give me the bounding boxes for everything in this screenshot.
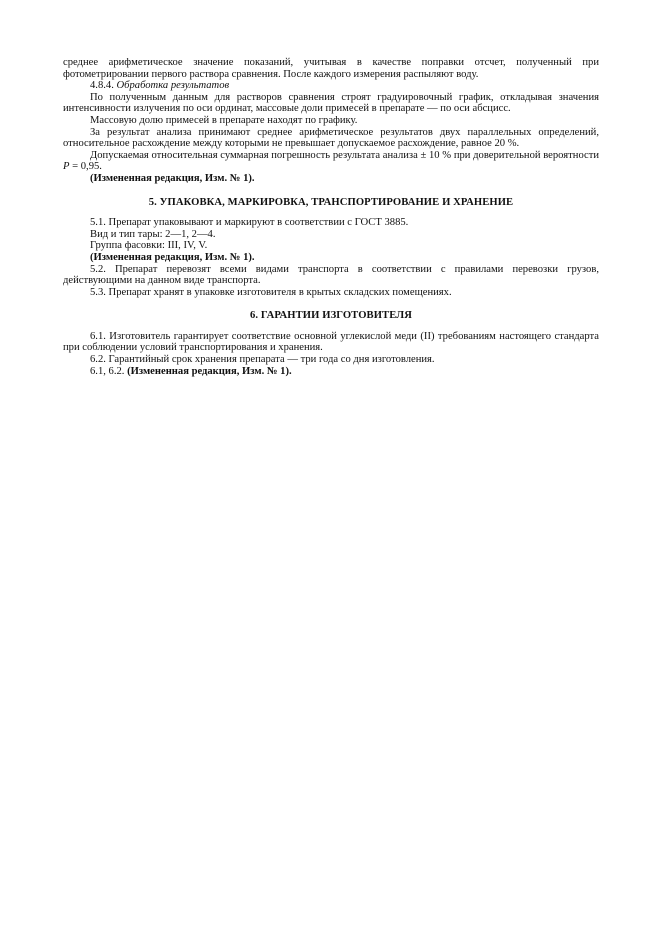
amendment-note-section4: (Измененная редакция, Изм. № 1). (90, 172, 255, 184)
paragraph-5-1: 5.1. Препарат упаковывают и маркируют в соответствии с ГОСТ 3885. (90, 217, 409, 229)
probability-variable: P (63, 161, 70, 173)
paragraph-6-1: 6.1. Изготовитель гарантирует соответствие основной углекислой меди (II) требованиям настоящего стандарта при соблюдении условий транспортирования и хранения. (63, 330, 599, 354)
paragraph-5-3: 5.3. Препарат хранят в упаковке изготовителя в крытых складских помещениях. (90, 286, 452, 298)
subsection-title-line (63, 80, 599, 92)
amendment-reference-line (63, 366, 599, 378)
subsection-number: 4.8.4. (90, 80, 114, 92)
amendment-reference-numbers: 6.1, 6.2. (90, 365, 125, 377)
results-paragraph-graph: По полученным данным для растворов сравнения строят градуировочный график, откладывая значения интенсивности излучения по оси ординат, массовые доли примесей в препарате — по оси абсцисс. (63, 91, 599, 115)
intro-paragraph: среднее арифметическое значение показаний, учитывая в качестве поправки отсчет, полученный при фотометрировании первого раствора сравнения. После каждого измерения распыляют воду. (63, 57, 599, 80)
amendment-note-section6: (Измененная редакция, Изм. № 1). (127, 365, 292, 377)
packing-group: Группа фасовки: III, IV, V. (90, 240, 208, 252)
container-types: Вид и тип тары: 2—1, 2—4. (90, 228, 216, 240)
paragraph-6-2: 6.2. Гарантийный срок хранения препарата — три года со дня изготовления. (90, 354, 435, 366)
probability-value: = 0,95. (69, 161, 102, 173)
error-paragraph (63, 150, 599, 173)
results-paragraph-average: За результат анализа принимают среднее арифметическое результатов двух параллельных определений, относительное расхождение между которыми не превышает допускаемое расхождение, равное 20 %. (63, 126, 599, 150)
subsection-title: Обработка результатов (116, 80, 230, 92)
paragraph-5-2: 5.2. Препарат перевозят всеми видами транспорта в соответствии с правилами перевозки грузов, действующими на данном виде транспорта. (63, 263, 599, 287)
results-paragraph-mass-fraction: Массовую долю примесей в препарате находят по графику. (90, 114, 358, 126)
error-paragraph-text: Допускаемая относительная суммарная погрешность результата анализа ± 10 % при доверительной вероятности (90, 149, 599, 161)
section-5-heading: 5. УПАКОВКА, МАРКИРОВКА, ТРАНСПОРТИРОВАНИЕ И ХРАНЕНИЕ (148, 196, 514, 208)
amendment-note-section5: (Измененная редакция, Изм. № 1). (90, 251, 255, 263)
section-6-heading: 6. ГАРАНТИИ ИЗГОТОВИТЕЛЯ (250, 310, 412, 322)
document-page (63, 57, 599, 377)
